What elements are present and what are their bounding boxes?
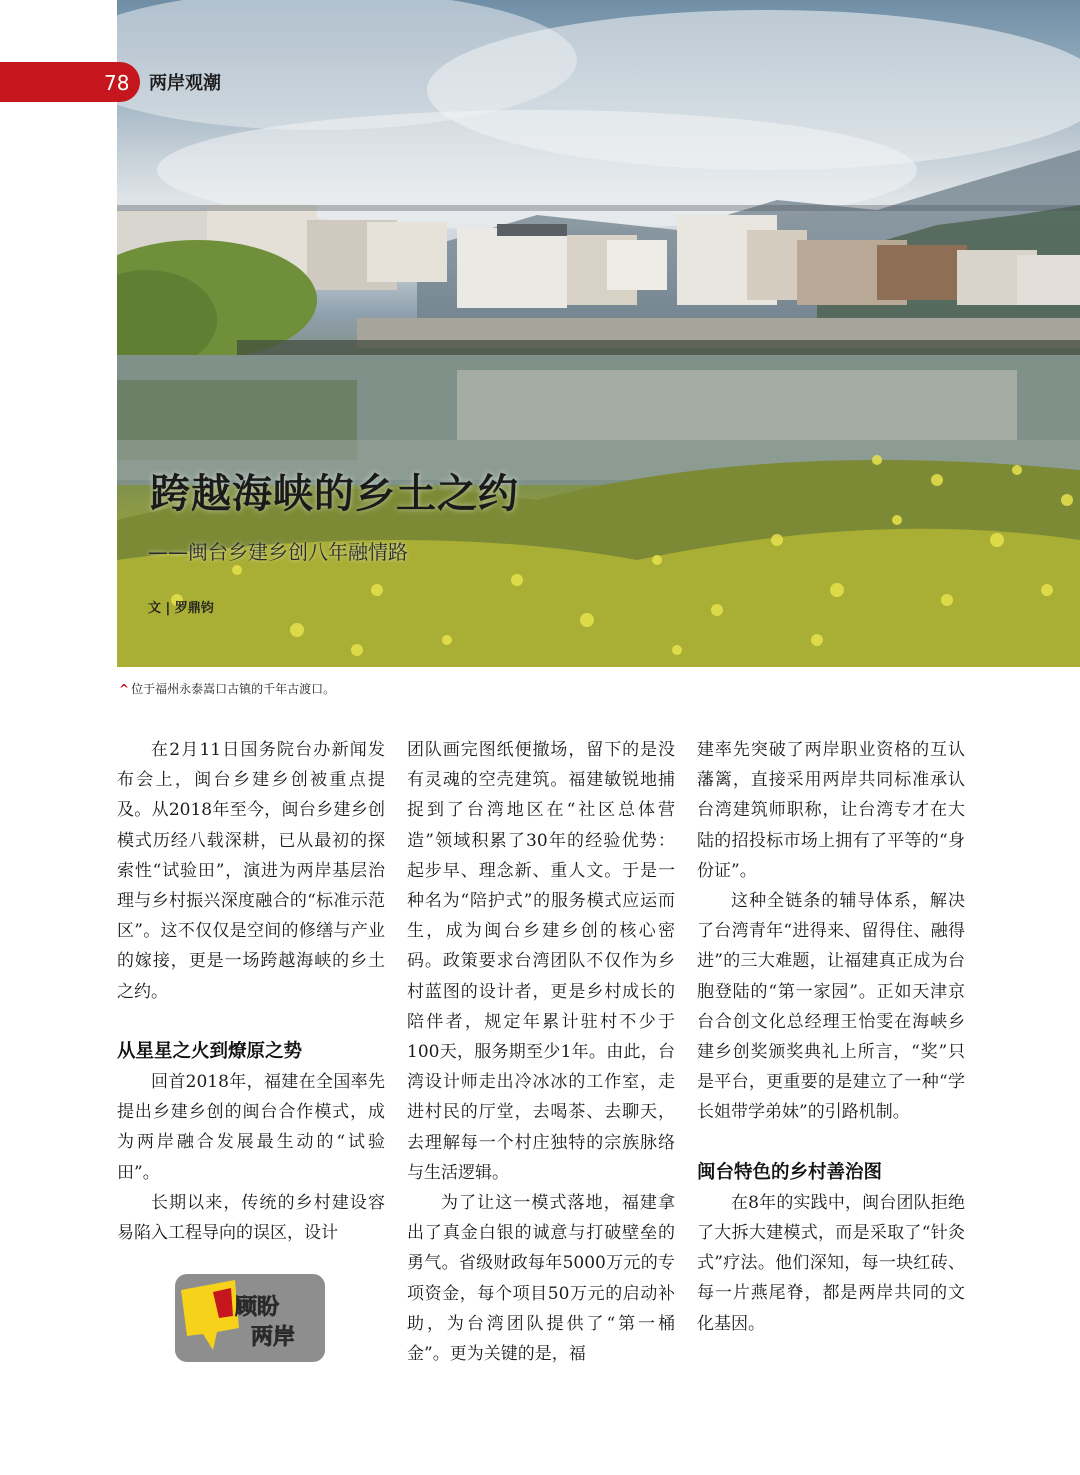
section-heading: 闽台特色的乡村善治图	[697, 1161, 883, 1183]
section-heading: 从星星之火到燎原之势	[117, 1040, 303, 1062]
paragraph: 为了让这一模式落地，福建拿出了真金白银的诚意与打破壁垒的勇气。省级财政每年5000万元的专项资金，每个项目50万元的启动补助，为台湾团队提供了“第一桶金”。更为关键的是，福	[407, 1193, 675, 1365]
section-title: 两岸观潮	[149, 73, 221, 94]
paragraph: 回首2018年，福建在全国率先提出乡建乡创的闽台合作模式，成为两岸融合发展最生动的“试验田”。	[117, 1072, 385, 1183]
article-title: 跨越海峡的乡土之约	[150, 471, 519, 517]
author-byline: 文 | 罗鼎钧	[148, 601, 214, 616]
paragraph: 在8年的实践中，闽台团队拒绝了大拆大建模式，而是采取了“针灸式”疗法。他们深知，每一块红砖、每一片燕尾脊，都是两岸共同的文化基因。	[697, 1192, 965, 1334]
paragraph: 建率先突破了两岸职业资格的互认藩篱，直接采用两岸共同标准承认台湾建筑师职称，让台湾专才在大陆的招投标市场上拥有了平等的“身份证”。	[697, 740, 965, 881]
column-2	[407, 735, 675, 1369]
hero-photo	[117, 0, 1080, 667]
page-number: 78	[104, 71, 130, 95]
column-1	[117, 735, 385, 1248]
paragraph: 长期以来，传统的乡村建设容易陷入工程导向的误区，设计	[117, 1192, 385, 1244]
hero-scenery	[117, 0, 1080, 667]
paragraph: 在2月11日国务院台办新闻发布会上，闽台乡建乡创被重点提及。从2018年至今，闽台乡建乡创模式历经八载深耕，已从最初的探索性“试验田”，演进为两岸基层治理与乡村振兴深度融合的“标准示范区”。这不仅仅是空间的修缮与产业的嫁接，更是一场跨越海峡的乡土之约。	[117, 740, 385, 1002]
logo-line-2: 两岸	[251, 1325, 296, 1350]
column-logo	[173, 1272, 327, 1364]
column-3	[697, 735, 965, 1339]
logo-line-1: 顾盼	[235, 1295, 280, 1320]
caret-up-icon: ^	[119, 682, 130, 696]
paragraph: 这种全链条的辅导体系，解决了台湾青年“进得来、留得住、融得进”的三大难题，让福建真正成为台胞登陆的“第一家园”。正如天津京台合创文化总经理王怡雯在海峡乡建乡创奖颁奖典礼上所言，“奖”只是平台，更重要的是建立了一种“学长姐带学弟妹”的引路机制。	[697, 891, 965, 1123]
paragraph: 团队画完图纸便撤场，留下的是没有灵魂的空壳建筑。福建敏锐地捕捉到了台湾地区在“社区总体营造”领域积累了30年的经验优势：起步早、理念新、重人文。于是一种名为“陪护式”的服务模式应运而生，成为闽台乡建乡创的核心密码。政策要求台湾团队不仅作为乡村蓝图的设计者，更是乡村成长的陪伴者，规定年累计驻村不少于100天，服务期至少1年。由此，台湾设计师走出冷冰冰的工作室，走进村民的厅堂，去喝茶、去聊天，去理解每一个村庄独特的宗族脉络与生活逻辑。	[407, 740, 675, 1183]
photo-caption-text: 位于福州永泰嵩口古镇的千年古渡口。	[131, 682, 336, 696]
article-subtitle: ——闽台乡建乡创八年融情路	[148, 540, 408, 564]
photo-caption	[119, 680, 335, 697]
